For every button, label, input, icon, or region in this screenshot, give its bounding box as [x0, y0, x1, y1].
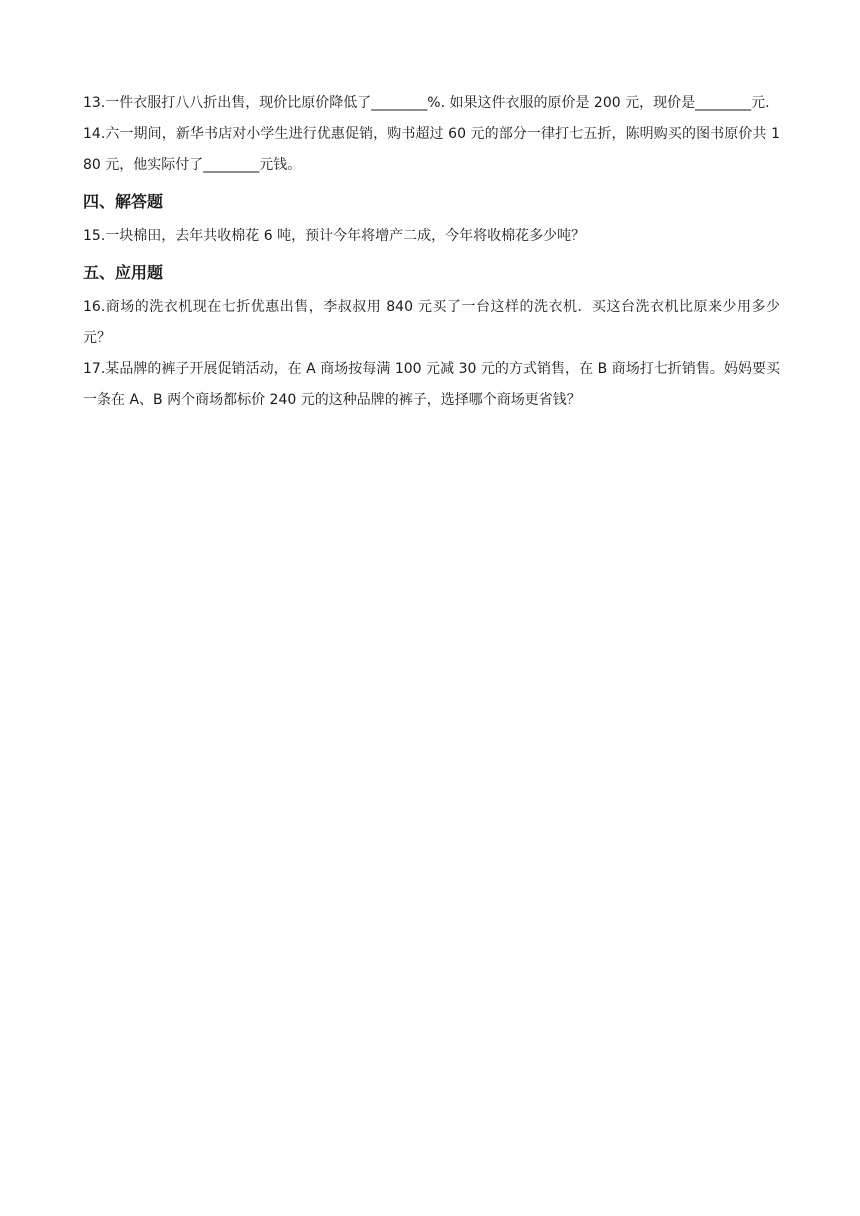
question-15: 15.一块棉田，去年共收棉花 6 吨，预计今年将增产二成，今年将收棉花多少吨？	[83, 228, 586, 244]
page-content	[83, 88, 780, 416]
question-13: 13.一件衣服打八八折出售，现价比原价降低了________%. 如果这件衣服的原价是 200 元，现价是________元.	[83, 95, 770, 111]
question-17: 17.某品牌的裤子开展促销活动，在 A 商场按每满 100 元减 30 元的方式销售，在 B 商场打七折销售。妈妈要买一条在 A、B 两个商场都标价 240 元的这种品牌的裤子，选择哪个商场更省钱？	[83, 361, 780, 408]
question-14: 14.六一期间，新华书店对小学生进行优惠促销，购书超过 60 元的部分一律打七五折，陈明购买的图书原价共 180 元，他实际付了________元钱。	[83, 126, 780, 173]
question-16: 16.商场的洗衣机现在七折优惠出售，李叔叔用 840 元买了一台这样的洗衣机．买这台洗衣机比原来少用多少元？	[83, 299, 780, 346]
section-title-application: 五、应用题	[83, 263, 164, 282]
section-title-answer: 四、解答题	[83, 192, 164, 211]
